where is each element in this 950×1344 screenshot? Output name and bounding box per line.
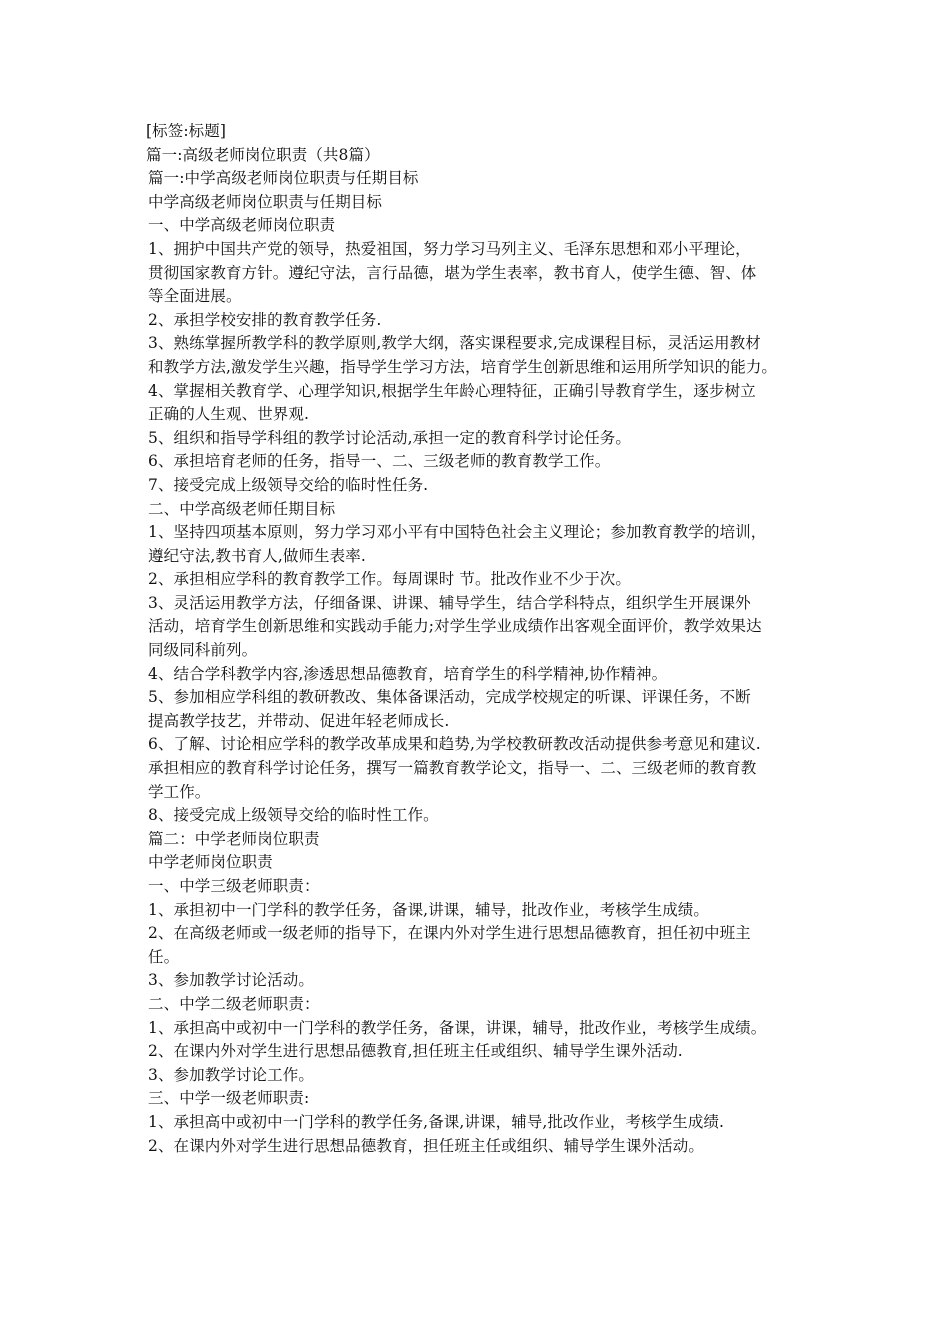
text-line: 6、承担培育老师的任务，指导一、二、三级老师的教育教学工作。 (148, 452, 611, 471)
section-heading: 篇二：中学老师岗位职责 (148, 829, 320, 848)
text-line: 1、承担初中一门学科的教学任务，备课,讲课，辅导，批改作业，考核学生成绩。 (148, 900, 709, 919)
text-line: 4、掌握相关教育学、心理学知识,根据学生年龄心理特征，正确引导教育学生，逐步树立 (148, 381, 756, 400)
text-line: 3、灵活运用教学方法，仔细备课、讲课、辅导学生，结合学科特点，组织学生开展课外 (148, 593, 751, 612)
text-line: 2、在课内外对学生进行思想品德教育，担任班主任或组织、辅导学生课外活动。 (148, 1136, 704, 1155)
text-line: 1、坚持四项基本原则，努力学习邓小平有中国特色社会主义理论；参加教育教学的培训， (148, 523, 767, 542)
text-line: 3、参加教学讨论活动。 (148, 971, 314, 990)
text-line: 提高教学技艺，并带动、促进年轻老师成长. (148, 711, 450, 730)
text-line: 和教学方法,激发学生兴趣，指导学生学习方法，培育学生创新思维和运用所学知识的能力。 (148, 357, 778, 376)
section-heading: 篇一:中学高级老师岗位职责与任期目标 (148, 169, 419, 188)
subsection-heading: 一、中学高级老师岗位职责 (148, 216, 336, 235)
text-line: 等全面进展。 (148, 287, 242, 306)
text-line: 7、接受完成上级领导交给的临时性任务. (148, 475, 429, 494)
text-line: 学工作。 (148, 782, 211, 801)
text-line: 正确的人生观、世界观. (148, 405, 310, 424)
subsection-heading: 二、中学二级老师职责： (148, 994, 320, 1013)
text-line: 2、在高级老师或一级老师的指导下，在课内外对学生进行思想品德教育，担任初中班主 (148, 924, 751, 943)
text-line: 贯彻国家教育方针。遵纪守法，言行品德，堪为学生表率，教书育人，使学生德、智、体 (148, 263, 757, 282)
text-line: 5、组织和指导学科组的教学讨论活动,承担一定的教育科学讨论任务。 (148, 428, 631, 447)
text-line: 承担相应的教育科学讨论任务，撰写一篇教育教学论文，指导一、二、三级老师的教育教 (148, 759, 757, 778)
text-line: 同级同科前列。 (148, 641, 258, 660)
text-line: 1、承担高中或初中一门学科的教学任务,备课,讲课，辅导,批改作业，考核学生成绩. (148, 1112, 725, 1131)
text-line: 遵纪守法,教书育人,做师生表率. (148, 546, 366, 565)
text-line: 2、承担学校安排的教育教学任务. (148, 310, 382, 329)
section-subtitle: 中学高级老师岗位职责与任期目标 (148, 192, 383, 211)
text-line: 2、承担相应学科的教育教学工作。每周课时 节。批改作业不少于次。 (148, 570, 631, 589)
text-line: 任。 (148, 947, 180, 966)
text-line: 6、了解、讨论相应学科的教学改革成果和趋势,为学校教研教改活动提供参考意见和建议. (148, 735, 761, 754)
text-line: 2、在课内外对学生进行思想品德教育,担任班主任或组织、辅导学生课外活动. (148, 1042, 683, 1061)
subsection-heading: 一、中学三级老师职责： (148, 877, 320, 895)
text-line: 5、参加相应学科组的教研教改、集体备课活动，完成学校规定的听课、评课任务，不断 (148, 688, 751, 707)
text-line: 1、拥护中国共产党的领导，热爱祖国，努力学习马列主义、毛泽东思想和邓小平理论， (148, 239, 751, 258)
document-title: 篇一:高级老师岗位职责（共8篇） (146, 145, 380, 164)
subsection-heading: 二、中学高级老师任期目标 (148, 499, 336, 518)
tag-line: [标签:标题] (146, 122, 227, 140)
text-line: 3、熟练掌握所教学科的教学原则,教学大纲，落实课程要求,完成课程目标，灵活运用教材 (148, 334, 761, 353)
text-line: 3、参加教学讨论工作。 (148, 1065, 314, 1084)
text-line: 1、承担高中或初中一门学科的教学任务，备课，讲课，辅导，批改作业，考核学生成绩。 (148, 1018, 767, 1037)
text-line: 活动，培育学生创新思维和实践动手能力;对学生学业成绩作出客观全面评价，教学效果达 (148, 617, 762, 636)
text-line: 8、接受完成上级领导交给的临时性工作。 (148, 806, 439, 825)
document-page (146, 120, 818, 1158)
text-line: 4、结合学科教学内容,渗透思想品德教育，培育学生的科学精神,协作精神。 (148, 664, 668, 683)
subsection-heading: 三、中学一级老师职责: (148, 1089, 310, 1108)
section-subtitle: 中学老师岗位职责 (148, 853, 273, 872)
